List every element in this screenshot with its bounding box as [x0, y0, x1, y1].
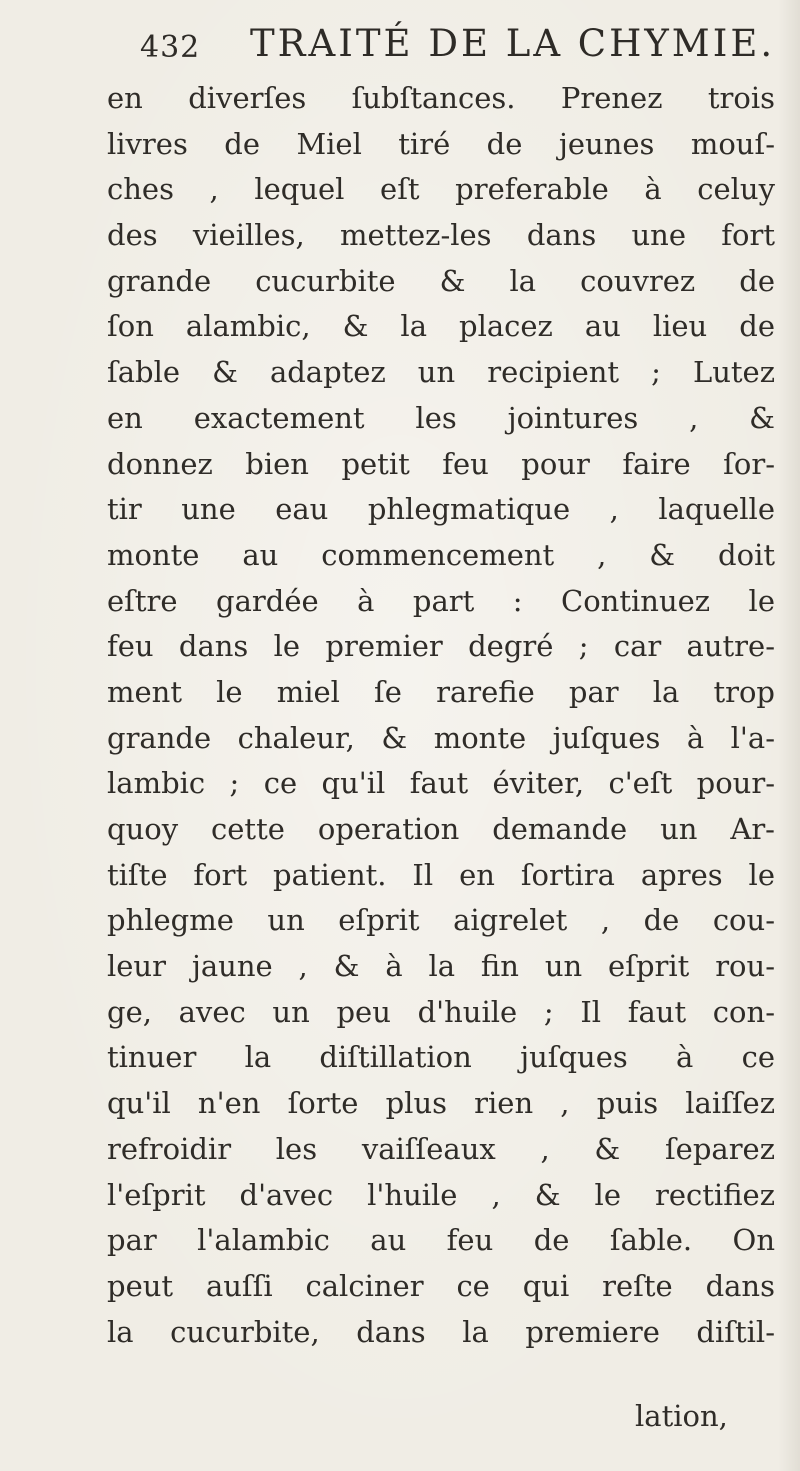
page-edge-shadow: [778, 0, 800, 1471]
body-text: [107, 76, 775, 1355]
text-line: peut auſſi calciner ce qui reſte dans: [107, 1268, 775, 1303]
page-number: 432: [140, 30, 201, 65]
text-line: leur jaune , & à la fin un eſprit rou-: [107, 949, 775, 984]
text-line: tiſte fort patient. Il en ſortira apres le: [107, 857, 775, 892]
text-line: la cucurbite, dans la premiere diſtil-: [107, 1314, 775, 1349]
text-line: livres de Miel tiré de jeunes mouſ-: [107, 126, 775, 161]
text-line: des vieilles, mettez-les dans une fort: [107, 218, 775, 253]
text-line: en exactement les jointures , &: [107, 400, 775, 435]
text-line: lambic ; ce qu'il faut éviter, c'eſt pour-: [107, 766, 775, 801]
text-line: phlegme un eſprit aigrelet , de cou-: [107, 903, 775, 938]
text-line: tinuer la diſtillation juſques à ce: [107, 1040, 775, 1075]
text-line: ſable & adaptez un recipient ; Lutez: [107, 355, 775, 390]
text-line: tir une eau phlegmatique , laquelle: [107, 492, 775, 527]
text-line: ches , lequel eſt preferable à celuy: [107, 172, 775, 207]
text-line: par l'alambic au feu de ſable. On: [107, 1223, 775, 1258]
text-line: quoy cette operation demande un Ar-: [107, 812, 775, 846]
text-line: ment le miel ſe rarefie par la trop: [107, 674, 775, 709]
text-line: ſon alambic, & la placez au lieu de: [107, 309, 775, 344]
text-line: feu dans le premier degré ; car autre-: [107, 629, 775, 664]
text-line: donnez bien petit feu pour faire ſor-: [107, 446, 775, 481]
text-line: qu'il n'en ſorte plus rien , puis laiſſez: [107, 1086, 775, 1121]
text-line: refroidir les vaiſſeaux , & ſeparez: [107, 1131, 775, 1166]
text-line: grande cucurbite & la couvrez de: [107, 263, 775, 298]
text-line: grande chaleur, & monte juſques à l'a-: [107, 720, 775, 755]
catchword: lation,: [635, 1399, 728, 1433]
running-title: TRAITÉ DE LA CHYMIE.: [250, 22, 776, 65]
text-line: ge, avec un peu d'huile ; Il faut con-: [107, 994, 775, 1029]
text-line: eſtre gardée à part : Continuez le: [107, 583, 775, 618]
text-line: en diverſes ſubſtances. Prenez trois: [107, 81, 775, 115]
text-line: monte au commencement , & doit: [107, 537, 775, 572]
running-head: [140, 22, 780, 72]
text-line: l'eſprit d'avec l'huile , & le rectifiez: [107, 1177, 775, 1212]
